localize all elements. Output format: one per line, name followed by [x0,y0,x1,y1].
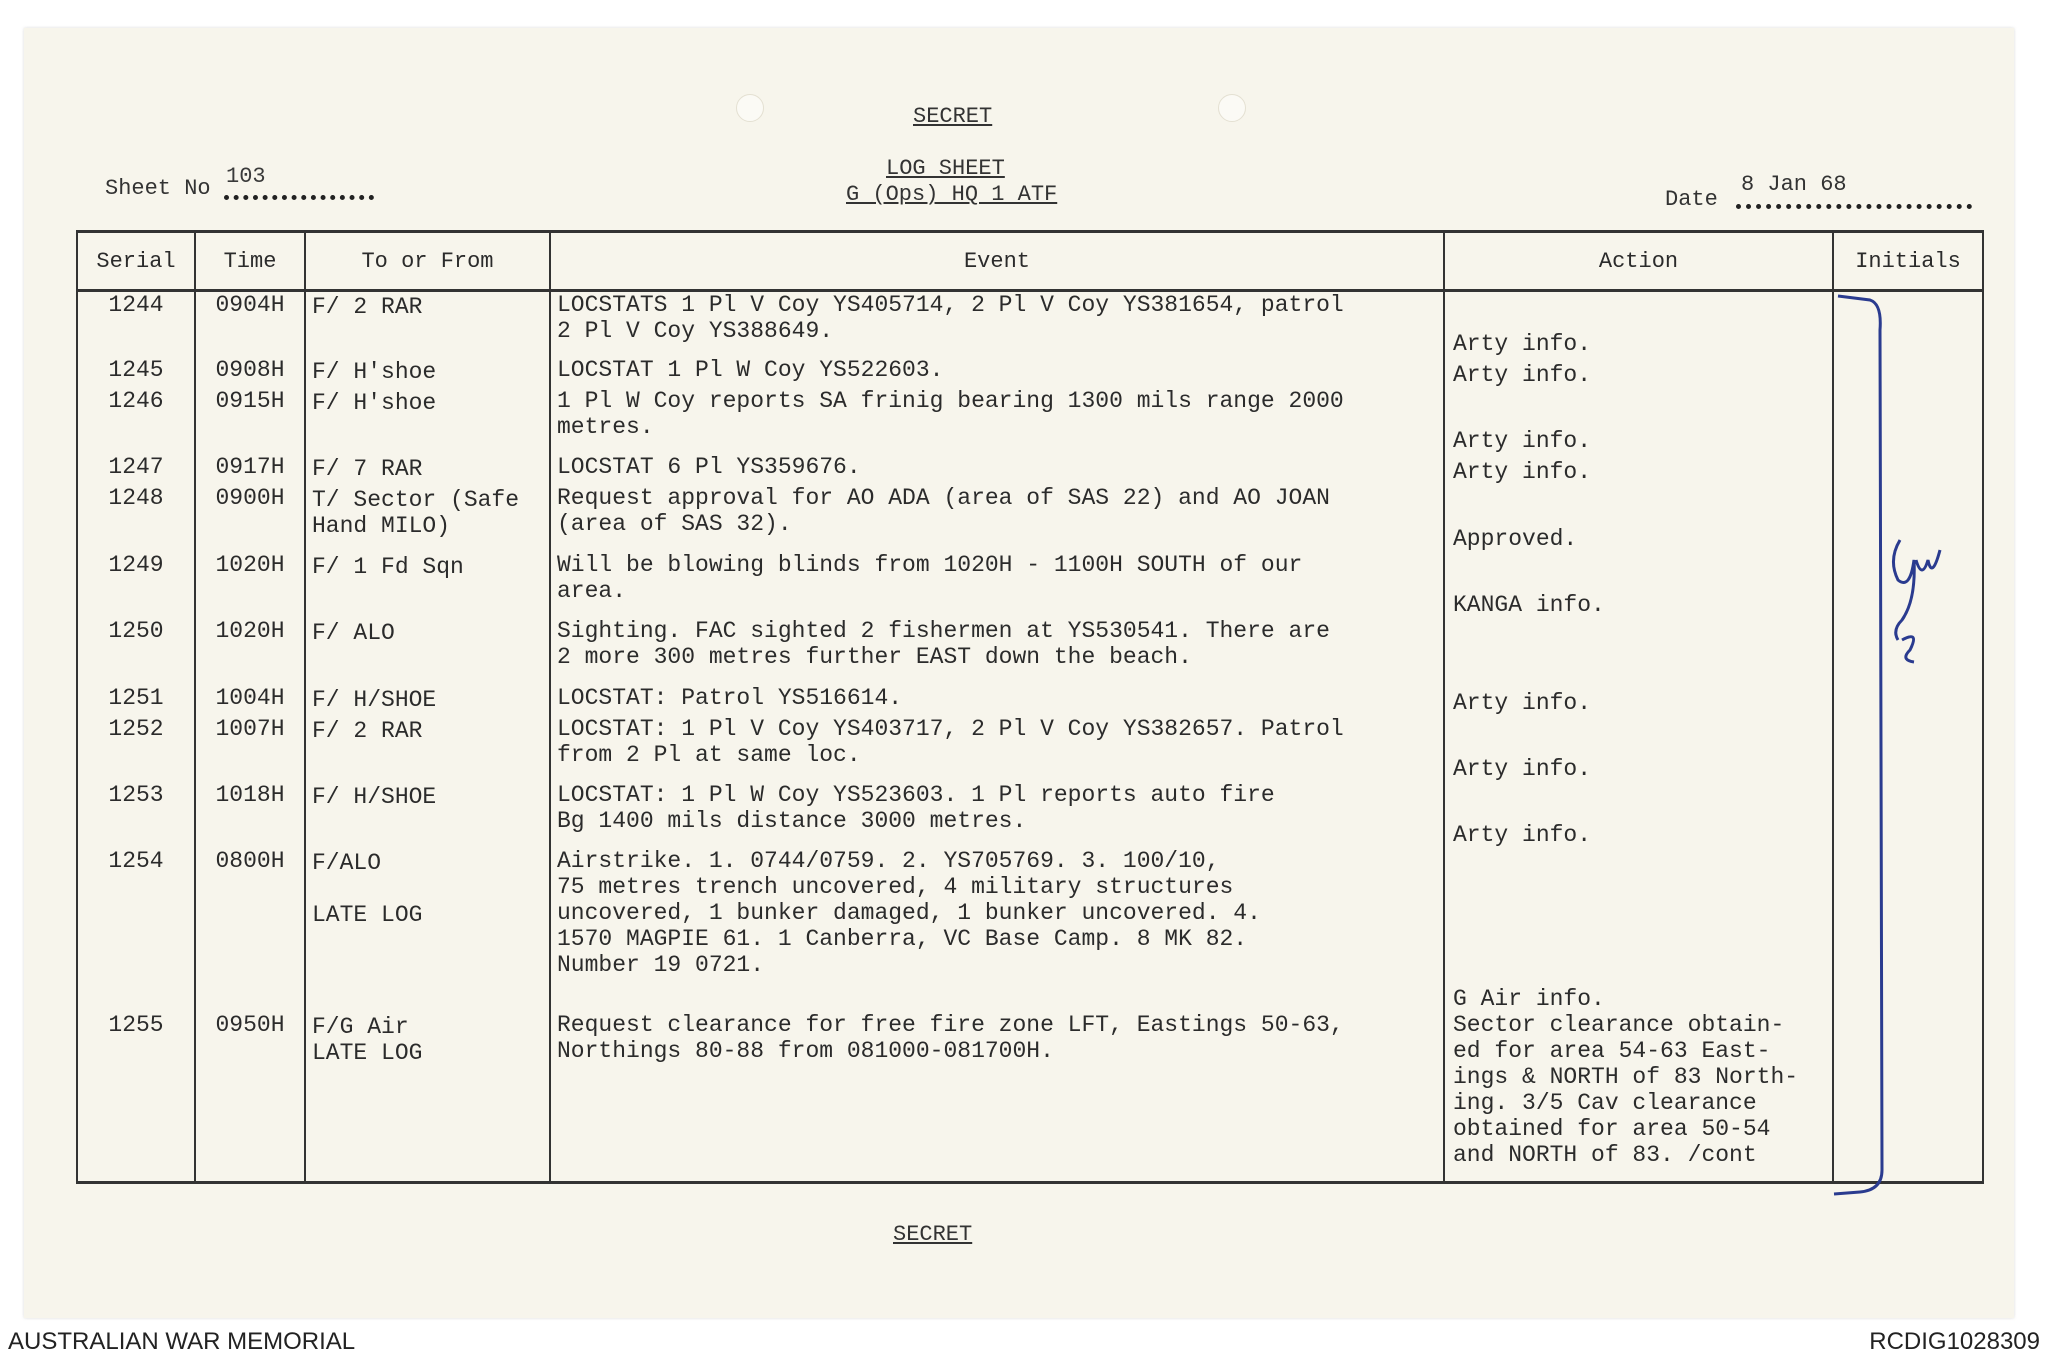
event-cell: LOCSTAT 6 Pl YS359676. [550,454,1444,485]
sheet-label: Sheet No [105,176,211,201]
log-sheet-title: LOG SHEET [886,156,1005,181]
action-cell: Arty info. [1444,685,1833,716]
to-or-from-cell: F/ 1 Fd Sqn [305,552,550,618]
event-cell: LOCSTATS 1 Pl V Coy YS405714, 2 Pl V Coy YS381654, patrol 2 Pl V Coy YS388649. [550,291,1444,357]
serial-cell: 1246 [77,388,195,454]
action-cell: Sector clearance obtain- ed for area 54-63 East- ings & NORTH of 83 North- ing. 3/5 Cav clearance obtained for area 50-54 and NORTH of 83. /cont [1444,1012,1833,1182]
event-cell: 1 Pl W Coy reports SA frinig bearing 1300 mils range 2000 metres. [550,388,1444,454]
table-row [77,485,1983,551]
event-cell: Airstrike. 1. 0744/0759. 2. YS705769. 3. 100/10, 75 metres trench uncovered, 4 military structures uncovered, 1 bunker damaged, 1 bunker uncovered. 4. 1570 MAGPIE 61. 1 Canberra, VC Base Camp. 8 MK 82. Number 19 0721. [550,848,1444,1012]
sheet-dotted-line [224,195,374,200]
serial-cell: 1253 [77,782,195,848]
table-header-row [77,232,1983,291]
time-cell: 1020H [195,552,305,618]
event-cell: LOCSTAT 1 Pl W Coy YS522603. [550,357,1444,388]
serial-cell: 1252 [77,716,195,782]
action-cell: Arty info. [1444,388,1833,454]
serial-cell: 1249 [77,552,195,618]
serial-cell: 1248 [77,485,195,551]
action-cell: Arty info. [1444,454,1833,485]
event-cell: Request clearance for free fire zone LFT, Eastings 50-63, Northings 80-88 from 081000-081700H. [550,1012,1444,1182]
event-cell: Will be blowing blinds from 1020H - 1100H SOUTH of our area. [550,552,1444,618]
table-row [77,454,1983,485]
time-cell: 0917H [195,454,305,485]
to-or-from-cell: T/ Sector (Safe Hand MILO) [305,485,550,551]
punch-hole [736,94,764,122]
serial-cell: 1244 [77,291,195,357]
table-row [77,685,1983,716]
action-cell: KANGA info. [1444,552,1833,618]
event-cell: LOCSTAT: 1 Pl W Coy YS523603. 1 Pl reports auto fire Bg 1400 mils distance 3000 metres. [550,782,1444,848]
time-cell: 0950H [195,1012,305,1182]
to-or-from-cell: F/ ALO [305,618,550,684]
date-dotted-line [1736,204,1972,209]
table-row [77,716,1983,782]
serial-cell: 1251 [77,685,195,716]
time-cell: 1018H [195,782,305,848]
to-or-from-cell: F/ 2 RAR [305,291,550,357]
table-row [77,552,1983,618]
column-header-time: Time [195,232,305,291]
to-or-from-cell: F/ H'shoe [305,357,550,388]
sheet-number: 103 [226,164,266,189]
time-cell: 0800H [195,848,305,1012]
time-cell: 1004H [195,685,305,716]
action-cell: Arty info. [1444,291,1833,357]
time-cell: 0915H [195,388,305,454]
archive-credit: AUSTRALIAN WAR MEMORIAL [8,1328,356,1355]
time-cell: 1020H [195,618,305,684]
serial-cell: 1247 [77,454,195,485]
time-cell: 0900H [195,485,305,551]
action-cell: Arty info. [1444,782,1833,848]
classification-top: SECRET [913,104,993,129]
column-header-event: Event [550,232,1444,291]
action-cell: G Air info. [1444,848,1833,1012]
to-or-from-cell: F/ H/SHOE [305,685,550,716]
log-sheet-subtitle: G (Ops) HQ 1 ATF [846,182,1058,207]
event-cell: LOCSTAT: Patrol YS516614. [550,685,1444,716]
date-value: 8 Jan 68 [1741,172,1847,197]
table-row [77,848,1983,1012]
date-label: Date [1665,187,1718,212]
initials-handwriting [1880,520,1960,680]
time-cell: 1007H [195,716,305,782]
to-or-from-cell: F/G Air LATE LOG [305,1012,550,1182]
punch-hole [1218,94,1246,122]
to-or-from-cell: F/ H'shoe [305,388,550,454]
event-cell: Sighting. FAC sighted 2 fishermen at YS530541. There are 2 more 300 metres further EAST down the beach. [550,618,1444,684]
action-cell: Approved. [1444,485,1833,551]
classification-bottom: SECRET [893,1222,973,1247]
action-cell: Arty info. [1444,357,1833,388]
table-row [77,291,1983,357]
time-cell: 0904H [195,291,305,357]
to-or-from-cell: F/ H/SHOE [305,782,550,848]
table-row [77,1012,1983,1182]
action-cell [1444,618,1833,684]
event-cell: Request approval for AO ADA (area of SAS 22) and AO JOAN (area of SAS 32). [550,485,1444,551]
serial-cell: 1245 [77,357,195,388]
column-header-serial: Serial [77,232,195,291]
event-cell: LOCSTAT: 1 Pl V Coy YS403717, 2 Pl V Coy YS382657. Patrol from 2 Pl at same loc. [550,716,1444,782]
column-header-to-or-from: To or From [305,232,550,291]
initials-bracket [1830,290,1910,1220]
serial-cell: 1254 [77,848,195,1012]
table-row [77,357,1983,388]
serial-cell: 1250 [77,618,195,684]
log-table [76,230,1984,1184]
serial-cell: 1255 [77,1012,195,1182]
to-or-from-cell: F/ 7 RAR [305,454,550,485]
table-row [77,618,1983,684]
action-cell: Arty info. [1444,716,1833,782]
to-or-from-cell: F/ 2 RAR [305,716,550,782]
time-cell: 0908H [195,357,305,388]
column-header-initials: Initials [1833,232,1983,291]
table-row [77,782,1983,848]
table-row [77,388,1983,454]
to-or-from-cell: F/ALO LATE LOG [305,848,550,1012]
column-header-action: Action [1444,232,1833,291]
archive-reference: RCDIG1028309 [1869,1328,2040,1355]
